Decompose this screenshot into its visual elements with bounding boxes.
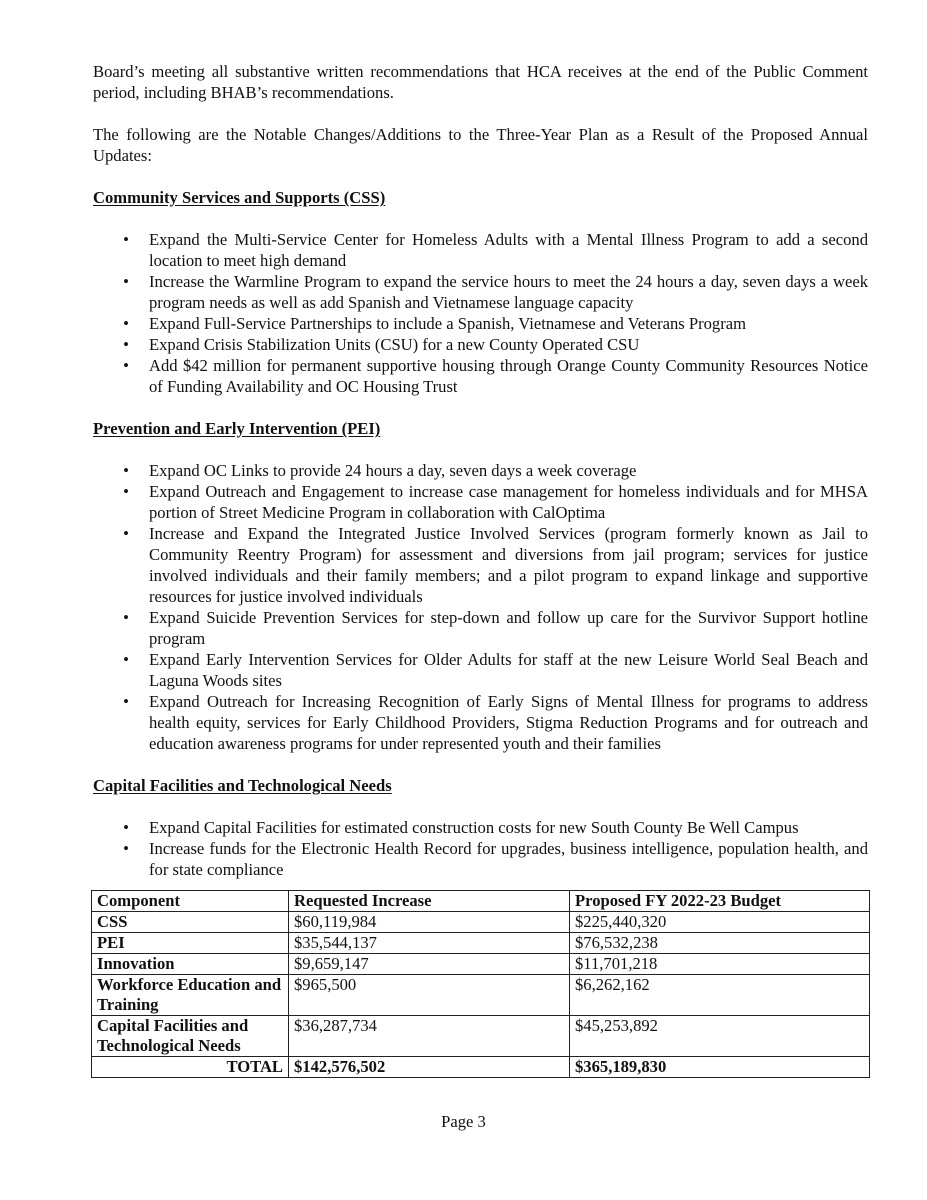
table-cell-component: Innovation [92,954,289,975]
bullet-icon: • [123,356,129,375]
bullet-list-pei [93,460,868,754]
table-row [92,954,870,975]
list-item: • Expand Outreach for Increasing Recognition of Early Signs of Mental Illness for programs to address health equity, services for Early Childhood Providers, Stigma Reduction Programs and for outreach and education awareness programs for under represented youth and their families [93,691,868,754]
list-item: • Expand Early Intervention Services for Older Adults for staff at the new Leisure World Seal Beach and Laguna Woods sites [93,649,868,691]
bullet-icon: • [123,839,129,858]
table-cell-requested: $36,287,734 [289,1016,570,1057]
table-cell-component: CSS [92,912,289,933]
budget-table [91,890,870,1078]
bullet-icon: • [123,818,129,837]
bullet-list-css [93,229,868,397]
following-paragraph: The following are the Notable Changes/Additions to the Three-Year Plan as a Result of the Proposed Annual Updates: [93,125,868,165]
table-total-proposed: $365,189,830 [570,1057,870,1078]
table-row [92,912,870,933]
bullet-icon: • [123,314,129,333]
table-total-label: TOTAL [92,1057,289,1078]
table-cell-requested: $965,500 [289,975,570,1016]
list-item: • Increase the Warmline Program to expand the service hours to meet the 24 hours a day, seven days a week program needs as well as add Spanish and Vietnamese language capacity [93,271,868,313]
table-header-row [92,891,870,912]
section-heading-pei: Prevention and Early Intervention (PEI) [93,419,381,438]
section-heading-css: Community Services and Supports (CSS) [93,188,386,207]
list-item: • Expand the Multi-Service Center for Homeless Adults with a Mental Illness Program to add a second location to meet high demand [93,229,868,271]
table-row [92,933,870,954]
column-header-requested: Requested Increase [289,891,570,912]
page-number: Page 3 [441,1112,486,1131]
list-item: • Increase funds for the Electronic Health Record for upgrades, business intelligence, population health, and for state compliance [93,838,868,880]
section-heading-cfn: Capital Facilities and Technological Needs [93,776,392,795]
bullet-icon: • [123,692,129,711]
bullet-icon: • [123,608,129,627]
column-header-component: Component [92,891,289,912]
list-item: • Expand Capital Facilities for estimated construction costs for new South County Be Well Campus [93,817,868,838]
table-cell-component: Capital Facilities and Technological Needs [92,1016,289,1057]
bullet-icon: • [123,230,129,249]
table-cell-proposed: $45,253,892 [570,1016,870,1057]
list-item: • Expand Full-Service Partnerships to include a Spanish, Vietnamese and Veterans Program [93,313,868,334]
bullet-icon: • [123,335,129,354]
table-total-requested: $142,576,502 [289,1057,570,1078]
table-row [92,1016,870,1057]
table-cell-component: Workforce Education and Training [92,975,289,1016]
bullet-icon: • [123,524,129,543]
list-item: • Expand Crisis Stabilization Units (CSU) for a new County Operated CSU [93,334,868,355]
list-item: • Increase and Expand the Integrated Justice Involved Services (program formerly known as Jail to Community Reentry Program) for assessment and diversions from jail program; services for justice involved individuals and their family members; and a pilot program to expand linkage and supportive resources for justice involved individuals [93,523,868,607]
bullet-icon: • [123,650,129,669]
bullet-list-cfn [93,817,868,880]
bullet-icon: • [123,461,129,480]
document-page [93,61,868,1078]
table-cell-component: PEI [92,933,289,954]
table-total-row [92,1057,870,1078]
list-item: • Add $42 million for permanent supportive housing through Orange County Community Resources Notice of Funding Availability and OC Housing Trust [93,355,868,397]
list-item: • Expand Outreach and Engagement to increase case management for homeless individuals and for MHSA portion of Street Medicine Program in collaboration with CalOptima [93,481,868,523]
section-cfn [93,775,868,880]
intro-paragraph: Board’s meeting all substantive written recommendations that HCA receives at the end of the Public Comment period, including BHAB’s recommendations. [93,62,868,102]
table-cell-requested: $9,659,147 [289,954,570,975]
table-row [92,975,870,1016]
table-cell-requested: $35,544,137 [289,933,570,954]
table-cell-requested: $60,119,984 [289,912,570,933]
table-cell-proposed: $11,701,218 [570,954,870,975]
bullet-icon: • [123,272,129,291]
table-cell-proposed: $6,262,162 [570,975,870,1016]
list-item: • Expand Suicide Prevention Services for step-down and follow up care for the Survivor Support hotline program [93,607,868,649]
bullet-icon: • [123,482,129,501]
column-header-proposed: Proposed FY 2022-23 Budget [570,891,870,912]
section-pei [93,418,868,754]
table-cell-proposed: $76,532,238 [570,933,870,954]
table-cell-proposed: $225,440,320 [570,912,870,933]
section-css [93,187,868,397]
list-item: • Expand OC Links to provide 24 hours a day, seven days a week coverage [93,460,868,481]
